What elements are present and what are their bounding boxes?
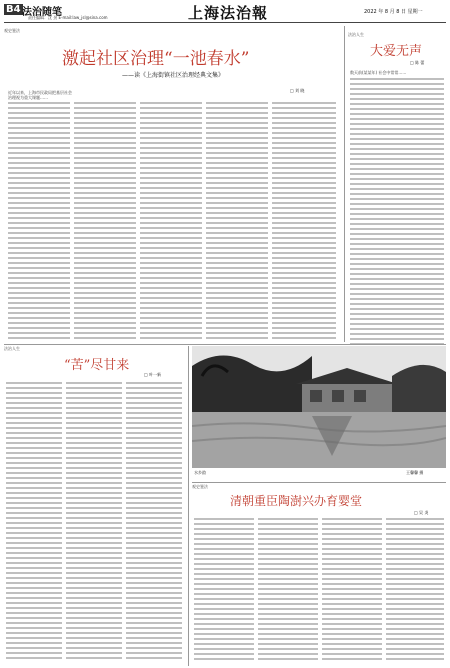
main-article-tag: 观史鉴法 — [4, 28, 20, 33]
main-article-author: □ 刘 晓 — [290, 88, 305, 93]
right-col — [350, 78, 444, 348]
bitter-col-3 — [126, 382, 182, 662]
bitter-col-2 — [66, 382, 122, 662]
masthead — [0, 0, 450, 22]
right-article-author: □ 陈 蕾 — [410, 60, 425, 65]
photo-caption-right: 王馨馨 摄 — [406, 470, 424, 475]
issue-date: 2022 年 8 月 8 日 星期一 — [364, 9, 423, 15]
right-article-tag: 法治人生 — [348, 32, 364, 37]
main-col-1 — [8, 102, 70, 342]
section-divider-1 — [4, 344, 446, 345]
editor-line: 责任编辑：沈 劲 E-mail:law_jsl@sina.com — [28, 15, 108, 20]
qing-col-2 — [258, 518, 318, 663]
bitter-col-1 — [6, 382, 62, 662]
bitter-article-title: “苦”尽甘来 — [64, 358, 130, 373]
right-article-title: 大爱无声 — [370, 44, 423, 59]
column-divider-bottom — [188, 346, 189, 666]
main-col-2 — [74, 102, 136, 342]
right-article-lead: 数天前(某某年) 社会中常常…… — [350, 70, 407, 75]
bitter-article — [4, 346, 184, 666]
qing-article — [192, 484, 446, 666]
qing-article-author: □ 吴 炎 — [414, 510, 429, 515]
main-article-subtitle: ——读《上海街镇社区治理经典文集》 — [122, 72, 225, 79]
section-divider-2 — [192, 482, 446, 483]
photo-caption-left: 水乡韵 — [194, 470, 206, 475]
qing-col-4 — [386, 518, 444, 663]
main-article-title: 激起社区治理“一池春水” — [62, 49, 250, 69]
water-town-photo — [192, 346, 446, 468]
masthead-rule — [4, 22, 446, 23]
main-col-4 — [206, 102, 268, 342]
main-col-3 — [140, 102, 202, 342]
qing-col-1 — [194, 518, 254, 663]
bitter-article-author: □ 叶一新 — [144, 372, 162, 377]
right-article — [348, 26, 446, 344]
brand-logo: 上海法治報 — [188, 4, 269, 22]
qing-col-3 — [322, 518, 382, 663]
main-article — [4, 26, 340, 344]
photo-block — [192, 346, 446, 480]
column-divider-right — [344, 26, 345, 342]
main-col-5 — [272, 102, 336, 342]
qing-article-tag: 观史鉴法 — [192, 484, 208, 489]
section-name: 法治随笔 — [22, 7, 62, 18]
main-article-lead: 近年以来，上海市民政局把基层社会治理视为重大课题…… — [8, 90, 72, 100]
bitter-article-tag: 法治人生 — [4, 346, 20, 351]
page-code: B4 — [6, 4, 21, 15]
qing-article-title: 清朝重臣陶澍兴办育婴堂 — [230, 494, 363, 508]
